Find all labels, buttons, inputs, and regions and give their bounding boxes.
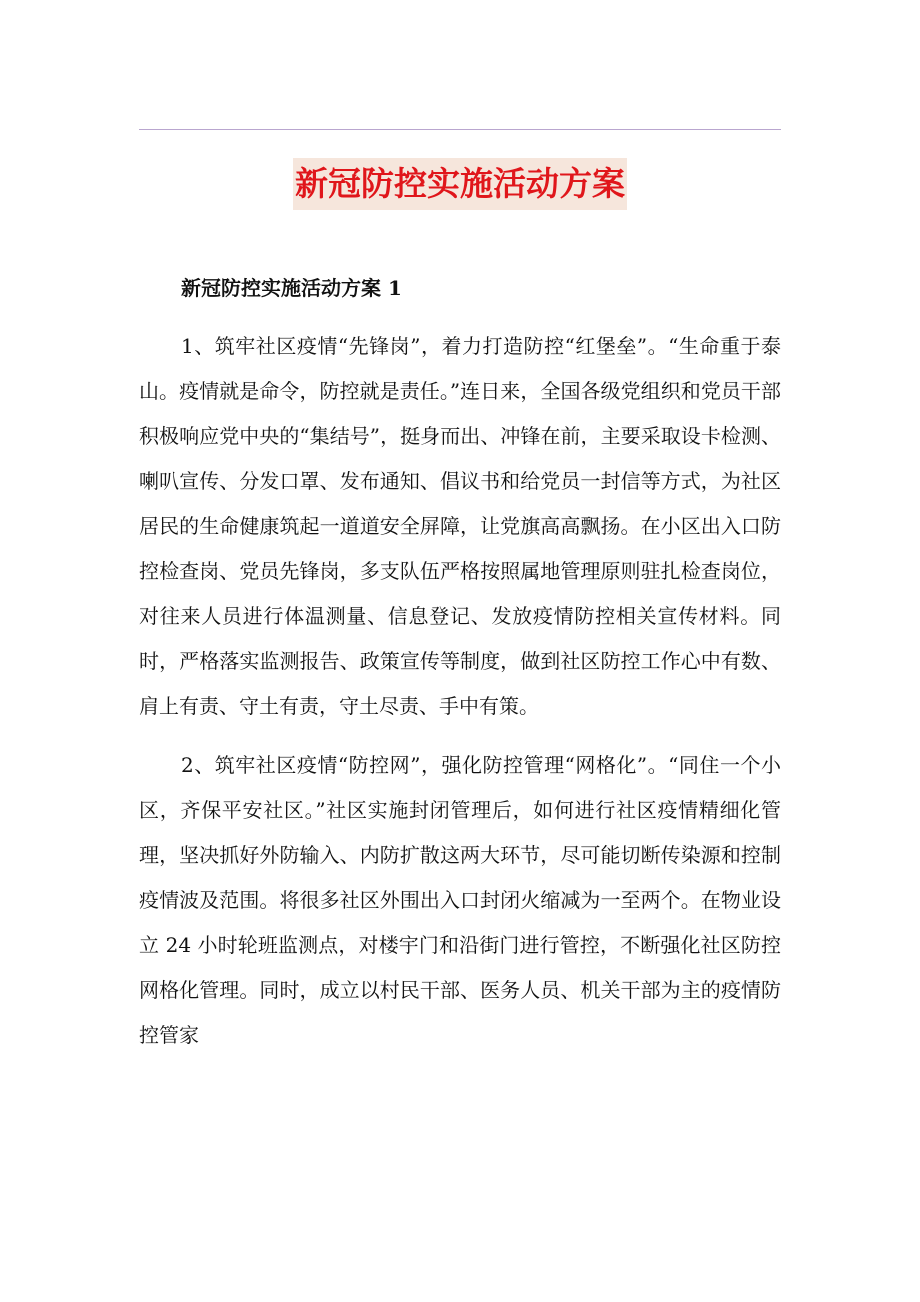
section-heading: 新冠防控实施活动方案 1 xyxy=(181,276,402,300)
document-title: 新冠防控实施活动方案 xyxy=(293,158,627,210)
paragraph-1: 1、筑牢社区疫情“先锋岗”，着力打造防控“红堡垒”。“生命重于泰山。疫情就是命令，防控就是责任。”连日来，全国各级党组织和党员干部积极响应党中央的“集结号”，挺身而出、冲锋在前，主要采取设卡检测、喇叭宣传、分发口罩、发布通知、倡议书和给党员一封信等方式，为社区居民的生命健康筑起一道道安全屏障，让党旗高高飘扬。在小区出入口防控检查岗、党员先锋岗，多支队伍严格按照属地管理原则驻扎检查岗位，对往来人员进行体温测量、信息登记、发放疫情防控相关宣传材料。同时，严格落实监测报告、政策宣传等制度，做到社区防控工作心中有数、肩上有责、守土有责，守土尽责、手中有策。 xyxy=(139,334,781,718)
title-container xyxy=(0,158,920,210)
document-body xyxy=(139,262,781,1058)
header-rule xyxy=(139,129,781,130)
paragraph-2: 2、筑牢社区疫情“防控网”，强化防控管理“网格化”。“同住一个小区，齐保平安社区。”社区实施封闭管理后，如何进行社区疫情精细化管理，坚决抓好外防输入、内防扩散这两大环节，尽可能切断传染源和控制疫情波及范围。将很多社区外围出入口封闭火缩减为一至两个。在物业设立 24 小时轮班监测点，对楼宇门和沿街门进行管控，不断强化社区防控网格化管理。同时，成立以村民干部、医务人员、机关干部为主的疫情防控管家 xyxy=(139,753,781,1047)
